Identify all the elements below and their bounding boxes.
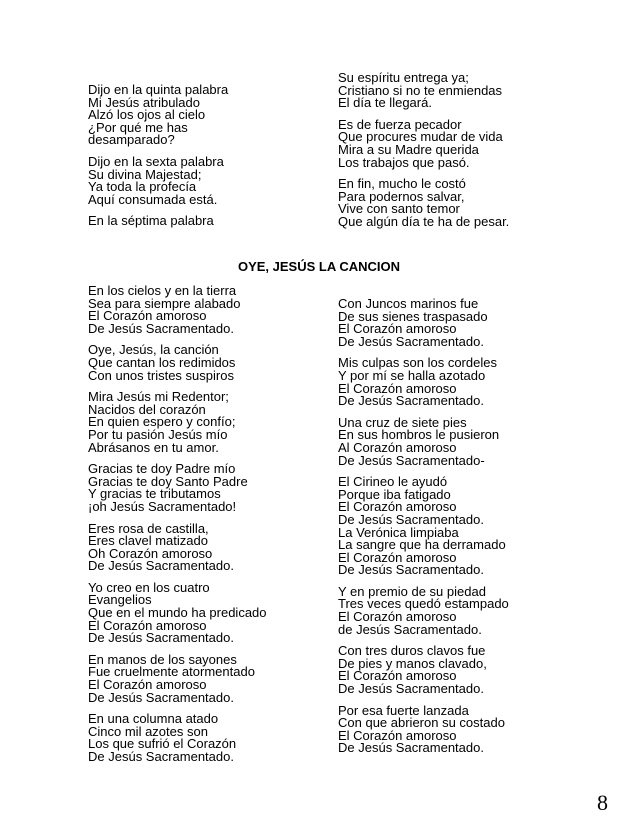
verse-line: Eres rosa de castilla, bbox=[88, 520, 209, 536]
verse-line: Dijo en la sexta palabra bbox=[88, 153, 224, 169]
stanza bbox=[88, 84, 333, 147]
verse-line: Con Juncos marinos fue bbox=[338, 296, 479, 311]
stanza bbox=[338, 357, 598, 407]
verse-line: De Jesús Sacramentado. bbox=[88, 630, 234, 646]
verse-line: El Corazón amoroso bbox=[88, 677, 207, 693]
verse-line: Alzó los ojos al cielo bbox=[88, 107, 206, 123]
verse-line: Yo creo en los cuatro bbox=[88, 579, 210, 595]
verse-line: Los trabajos que pasó. bbox=[338, 154, 470, 170]
verse-line: de Jesús Sacramentado. bbox=[338, 621, 482, 637]
verse-line: De Jesús Sacramentado- bbox=[338, 452, 485, 468]
verse-line: De Jesús Sacramentado. bbox=[338, 562, 484, 578]
verse-line: En la séptima palabra bbox=[88, 213, 214, 229]
stanza bbox=[338, 583, 598, 637]
verse-line: El Corazón amoroso bbox=[338, 499, 457, 515]
verse-line: En quien espero y confío; bbox=[88, 414, 236, 430]
verse-line: Y por mí se halla azotado bbox=[338, 367, 486, 383]
verse-line: En sus hombros le pusieron bbox=[338, 427, 500, 443]
verse-line: De Jesús Sacramentado. bbox=[338, 393, 484, 409]
verse-line: Cristiano si no te enmiendas bbox=[338, 82, 503, 98]
verse-line: Aquí consumada está. bbox=[88, 191, 218, 207]
song-title: OYE, JESÚS LA CANCION bbox=[237, 259, 401, 274]
verse-line: Gracias te doy Santo Padre bbox=[88, 473, 248, 489]
verse-line: Mi Jesús atribulado bbox=[88, 94, 200, 110]
verse-line: De Jesús Sacramentado. bbox=[338, 333, 484, 349]
verse-line: Vive con santo temor bbox=[338, 201, 460, 217]
stanza bbox=[88, 520, 333, 574]
stanza bbox=[88, 391, 333, 454]
verse-line: El Corazón amoroso bbox=[338, 609, 457, 625]
verse-line: Dijo en la quinta palabra bbox=[88, 82, 229, 97]
verse-line: Con tres duros clavos fue bbox=[338, 643, 486, 659]
stanza bbox=[338, 476, 598, 577]
verse-line: Al Corazón amoroso bbox=[338, 439, 457, 455]
stanza bbox=[338, 116, 598, 170]
verse-line: Con unos tristes suspiros bbox=[88, 367, 234, 383]
stanza bbox=[88, 713, 333, 763]
verse-line: De Jesús Sacramentado. bbox=[88, 749, 234, 764]
verse-line: Mira a su Madre querida bbox=[338, 141, 479, 157]
verse-line: En los cielos y en la tierra bbox=[88, 283, 237, 298]
verse-line: Que en el mundo ha predicado bbox=[88, 605, 267, 621]
verse-line: Su espíritu entrega ya; bbox=[338, 70, 469, 85]
stanza bbox=[88, 153, 333, 207]
verse-line: Es de fuerza pecador bbox=[338, 116, 462, 132]
stanza bbox=[338, 645, 598, 695]
verse-line: Sea para siempre alabado bbox=[88, 295, 241, 311]
verse-line: Abrásanos en tu amor. bbox=[88, 439, 219, 455]
stanza bbox=[88, 344, 333, 382]
verse-line: Mis culpas son los cordeles bbox=[338, 355, 497, 371]
verse-line: Nacidos del corazón bbox=[88, 401, 206, 417]
verse-line: De sus sienes traspasado bbox=[338, 308, 488, 324]
verse-line: Por esa fuerte lanzada bbox=[338, 702, 469, 718]
verse-line: Ya toda la profecía bbox=[88, 179, 197, 195]
verse-line: El Corazón amoroso bbox=[338, 668, 457, 684]
verse-line: El Corazón amoroso bbox=[338, 380, 457, 396]
verse-line: Mira Jesús mi Redentor; bbox=[88, 389, 229, 405]
verse-line: Los que sufrió el Corazón bbox=[88, 736, 237, 752]
verse-line: El Corazón amoroso bbox=[338, 727, 457, 743]
verse-line: Evangelios bbox=[88, 592, 152, 608]
top-right-column bbox=[338, 72, 598, 238]
page-number: 8 bbox=[597, 790, 608, 815]
verse-line: La sangre que ha derramado bbox=[338, 537, 506, 553]
bottom-right-column bbox=[338, 298, 598, 764]
verse-line: De Jesús Sacramentado. bbox=[338, 511, 484, 527]
stanza bbox=[88, 463, 333, 513]
top-left-column bbox=[88, 84, 333, 237]
stanza bbox=[338, 178, 598, 228]
verse-line: El Cirineo le ayudó bbox=[338, 474, 448, 490]
stanza bbox=[338, 72, 598, 110]
verse-line: Su divina Majestad; bbox=[88, 166, 202, 182]
verse-line: De Jesús Sacramentado. bbox=[338, 740, 484, 756]
verse-line: ¡oh Jesús Sacramentado! bbox=[88, 498, 237, 514]
verse-line: El Corazón amoroso bbox=[88, 308, 207, 324]
verse-line: desamparado? bbox=[88, 132, 175, 148]
verse-line: Una cruz de siete pies bbox=[338, 414, 467, 430]
verse-line: De Jesús Sacramentado. bbox=[88, 320, 234, 336]
verse-line: En una columna atado bbox=[88, 711, 219, 727]
stanza bbox=[88, 579, 333, 646]
verse-line: El Corazón amoroso bbox=[338, 321, 457, 337]
verse-line: El día te llegará. bbox=[338, 95, 432, 111]
verse-line: Que algún día te ha de pesar. bbox=[338, 213, 510, 229]
verse-line: Por tu pasión Jesús mío bbox=[88, 426, 228, 442]
verse-line: De Jesús Sacramentado. bbox=[338, 681, 484, 697]
verse-line: El Corazón amoroso bbox=[88, 617, 207, 633]
verse-line: Para podernos salvar, bbox=[338, 188, 465, 204]
verse-line: De pies y manos clavado, bbox=[338, 655, 487, 671]
verse-line: Porque iba fatigado bbox=[338, 486, 451, 502]
verse-line: Tres veces quedó estampado bbox=[338, 596, 509, 612]
verse-line: En manos de los sayones bbox=[88, 651, 237, 667]
stanza bbox=[88, 285, 333, 335]
verse-line: Con que abrieron su costado bbox=[338, 715, 505, 731]
verse-line: Eres clavel matizado bbox=[88, 533, 208, 549]
verse-line: Oye, Jesús, la canción bbox=[88, 342, 219, 358]
verse-line: Y en premio de su piedad bbox=[338, 583, 486, 599]
verse-line: De Jesús Sacramentado. bbox=[88, 558, 234, 574]
verse-line: El Corazón amoroso bbox=[338, 549, 457, 565]
bottom-left-column bbox=[88, 285, 333, 773]
verse-line: Gracias te doy Padre mío bbox=[88, 461, 236, 477]
verse-line: Y gracias te tributamos bbox=[88, 486, 221, 502]
verse-line: En fin, mucho le costó bbox=[338, 176, 466, 192]
verse-line: La Verónica limpiaba bbox=[338, 524, 459, 540]
stanza bbox=[338, 702, 598, 756]
verse-line: De Jesús Sacramentado. bbox=[88, 689, 234, 705]
verse-line: Oh Corazón amoroso bbox=[88, 545, 213, 561]
stanza bbox=[338, 298, 598, 348]
stanza bbox=[88, 651, 333, 705]
verse-line: Que procures mudar de vida bbox=[338, 129, 503, 145]
verse-line: ¿Por qué me has bbox=[88, 119, 188, 135]
verse-line: Que cantan los redimidos bbox=[88, 354, 236, 370]
verse-line: Fue cruelmente atormentado bbox=[88, 664, 255, 680]
stanza bbox=[88, 215, 333, 228]
stanza bbox=[338, 414, 598, 468]
verse-line: Cinco mil azotes son bbox=[88, 723, 208, 739]
